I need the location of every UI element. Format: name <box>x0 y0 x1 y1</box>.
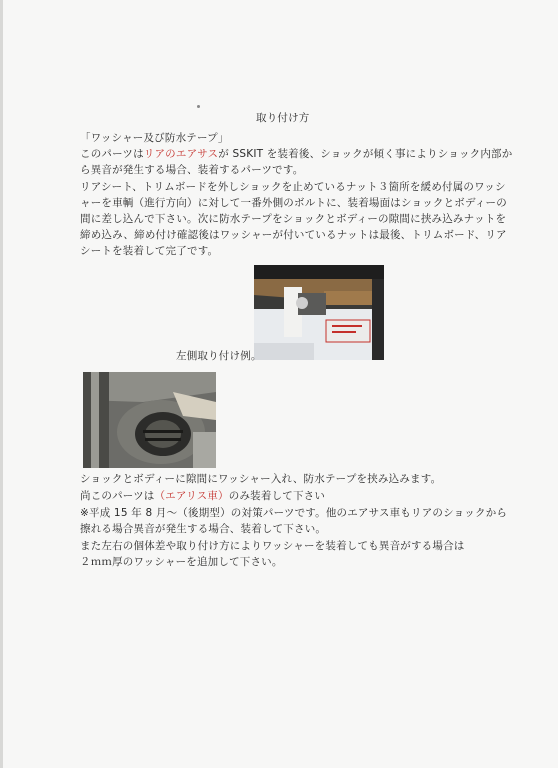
paragraph2-line1: リアシート、トリムボードを外しショックを止めているナット３箇所を緩め付属のワッシ <box>80 181 506 193</box>
paragraph2-line2: ャーを車輌（進行方向）に対して一番外側のボルトに、装着場面はショックとボディーの <box>80 197 507 209</box>
doc-title: 取り付け方 <box>256 112 310 124</box>
paragraph2-line4: 締め込み、締め付け確認後はワッシャーが付いているナットは最後、トリムボード、リア <box>80 229 507 241</box>
page-edge <box>0 0 3 768</box>
install-photo-top <box>254 265 384 360</box>
note-line2: ※平成 15 年 8 月～（後期型）の対策パーツです。他のエアサス車もリアのショックから <box>80 507 508 519</box>
note-line1 <box>80 489 325 503</box>
paragraph1-line2: ら異音が発生する場合、装着するパーツです。 <box>80 164 304 176</box>
install-photo-bottom <box>83 372 216 468</box>
note1-red-highlight: （エアリス車） <box>154 490 229 502</box>
note-line4: また左右の個体差や取り付け方によりワッシャーを装着しても異音がする場合は <box>80 540 465 552</box>
paragraph1-line1 <box>80 147 512 161</box>
p1-post: が SSKIT を装着後、ショックが傾く事によりショック内部か <box>218 148 513 160</box>
p1-pre: このパーツは <box>80 148 144 160</box>
section-heading: 「ワッシャー及び防水テープ」 <box>80 132 229 144</box>
note-line5: ２ｍｍ厚のワッシャーを追加して下さい。 <box>80 556 283 568</box>
caption-under-photo2: ショックとボディーに隙間にワッシャー入れ、防水テープを挟み込みます。 <box>80 473 442 485</box>
paragraph2-line3: 間に差し込んで下さい。次に防水テープをショックとボディーの隙間に挟み込みナットを <box>80 213 507 225</box>
p1-red-highlight: リアのエアサス <box>143 148 219 160</box>
paragraph2-line5: シートを装着して完了です。 <box>80 245 219 257</box>
note1-post: のみ装着して下さい <box>228 490 326 502</box>
caption-left-install: 左側取り付け例。 <box>176 350 262 362</box>
scan-dot <box>197 105 200 108</box>
note1-pre: 尚このパーツは <box>80 490 155 502</box>
note-line3: 擦れる場合異音が発生する場合、装着して下さい。 <box>80 523 327 535</box>
